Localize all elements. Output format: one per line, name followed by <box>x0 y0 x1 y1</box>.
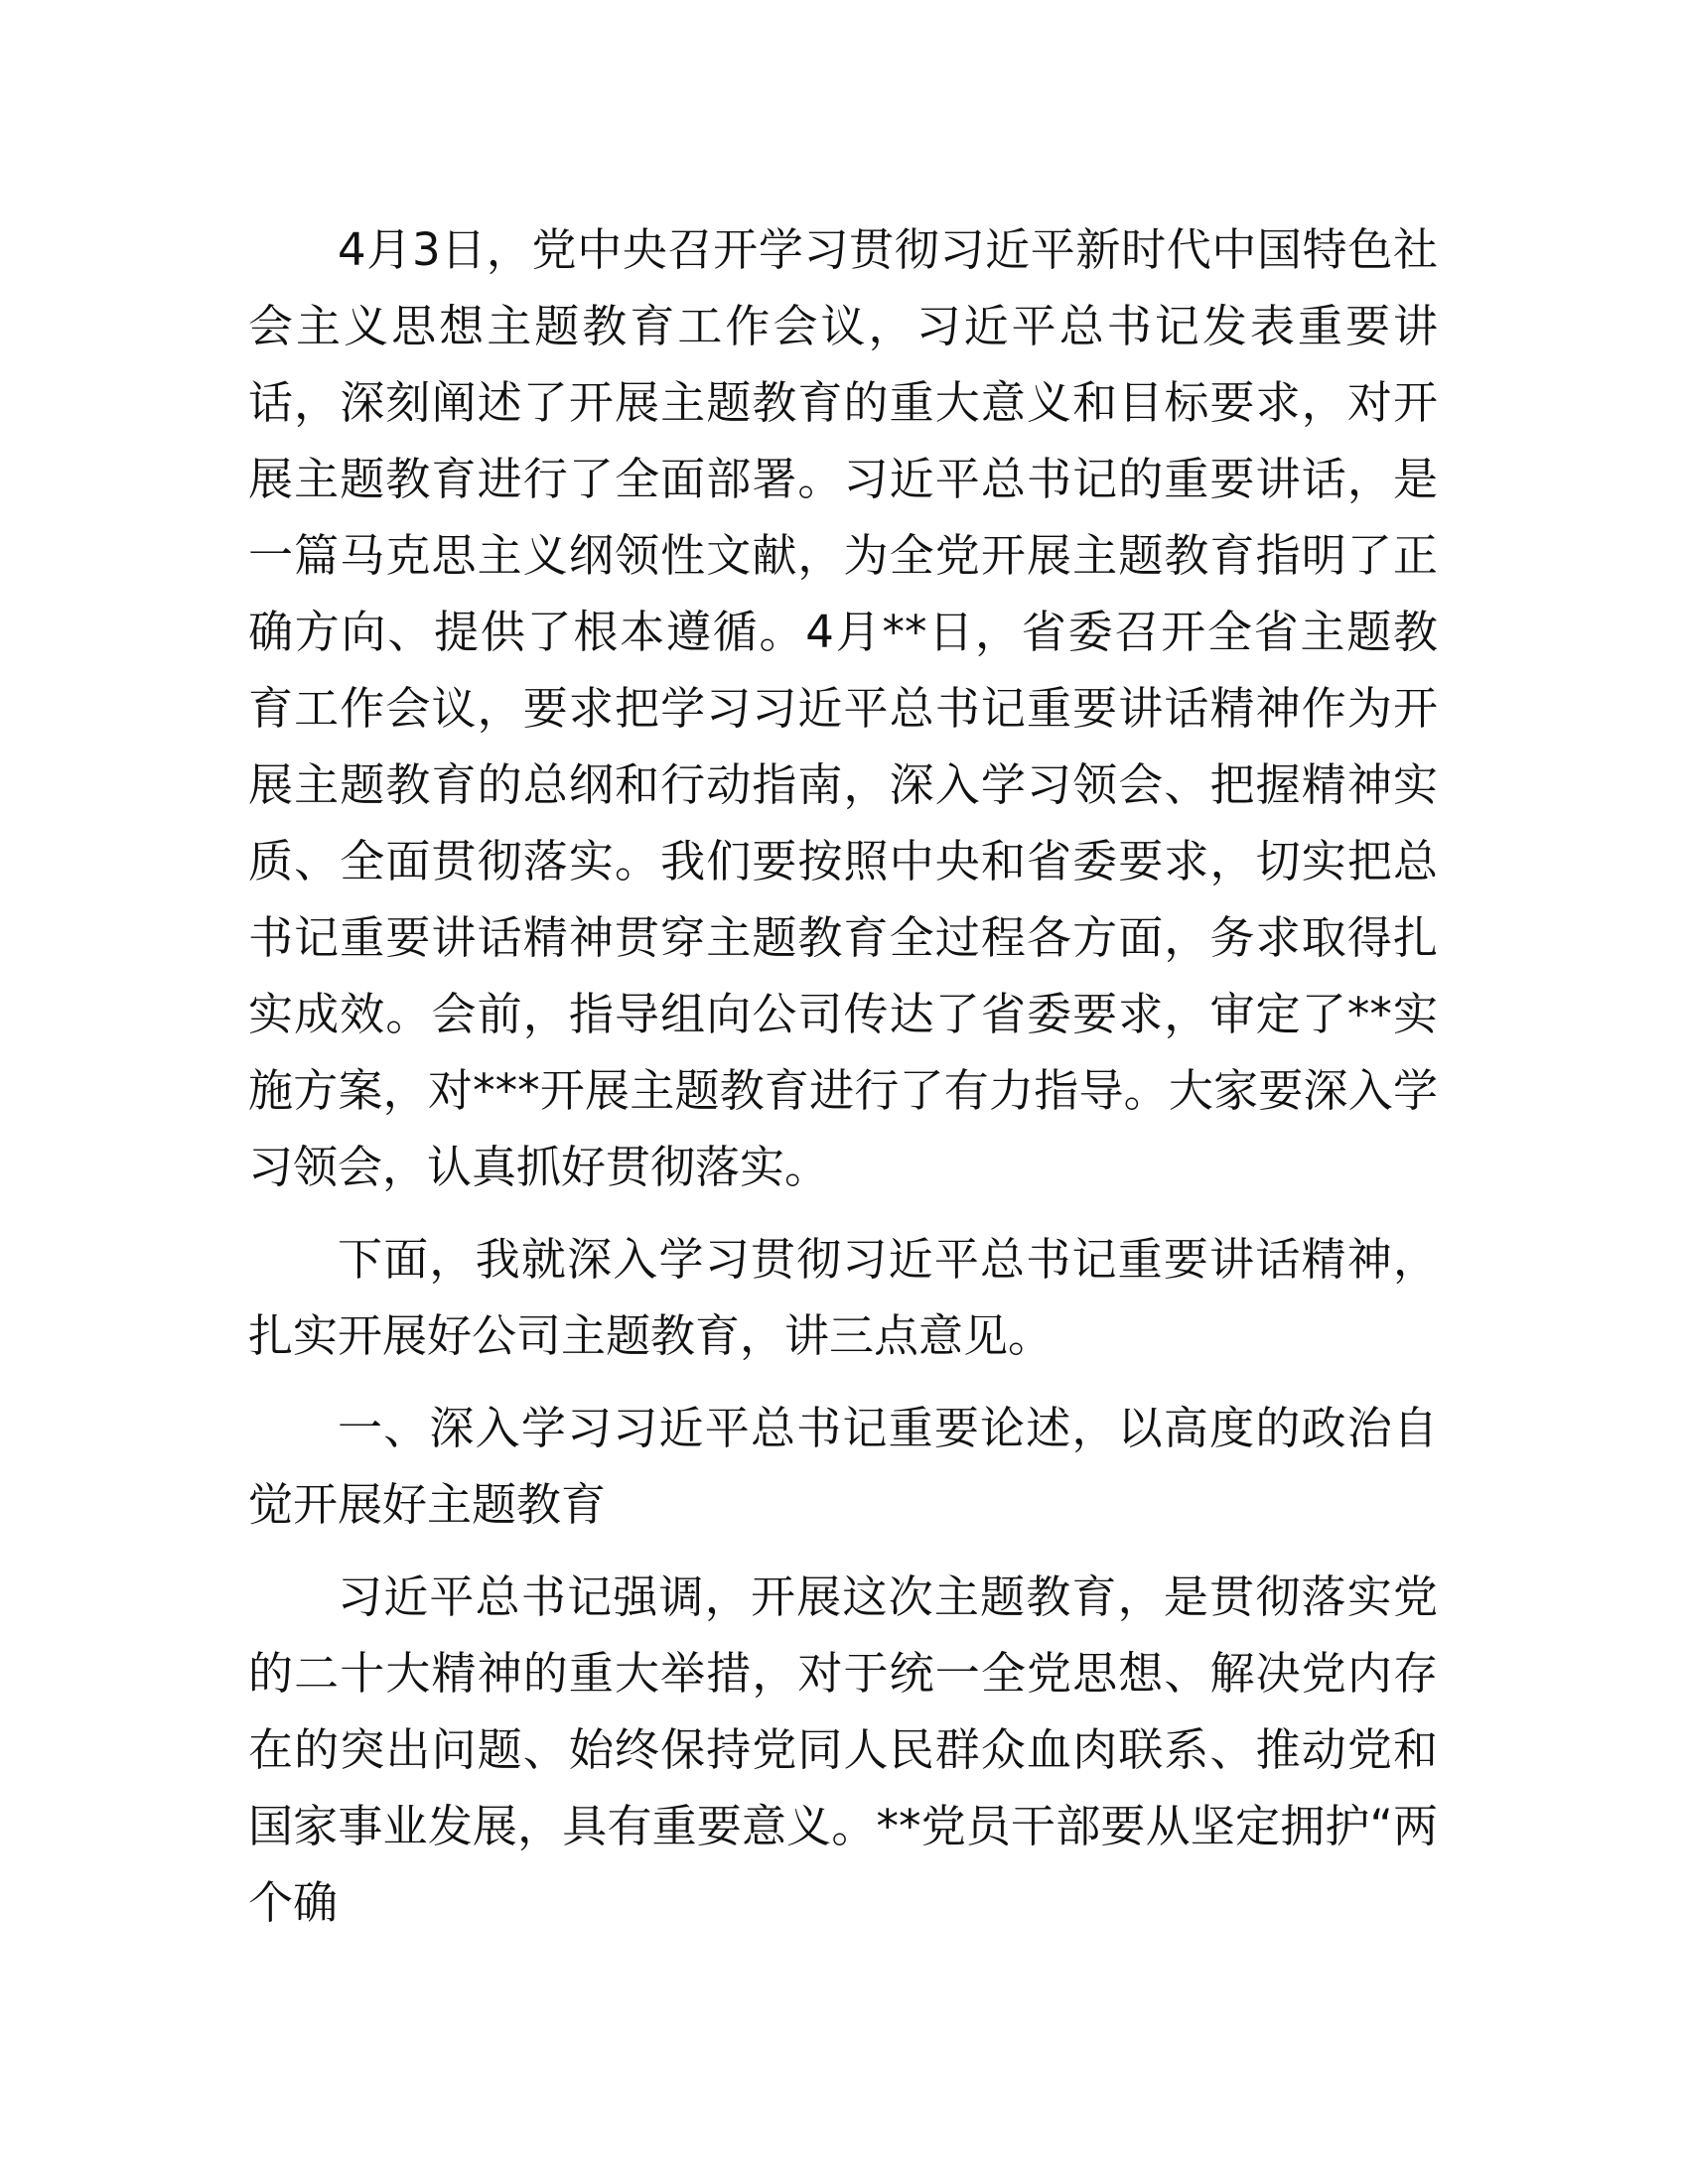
section-heading-one: 一、深入学习习近平总书记重要论述，以高度的政治自觉开展好主题教育 <box>248 1402 1438 1531</box>
paragraph-intro: 4月3日，党中央召开学习贯彻习近平新时代中国特色社会主义思想主题教育工作会议，习近平总书记发表重要讲话，深刻阐述了开展主题教育的重大意义和目标要求，对开展主题教育进行了全面部署。习近平总书记的重要讲话，是一篇马克思主义纲领性文献，为全党开展主题教育指明了正确方向、提供了根本遵循。4月**日，省委召开全省主题教育工作会议，要求把学习习近平总书记重要讲话精神作为开展主题教育的总纲和行动指南，深入学习领会、把握精神实质、全面贯彻落实。我们要按照中央和省委要求，切实把总书记重要讲话精神贯穿主题教育全过程各方面，务求取得扎实成效。会前，指导组向公司传达了省委要求，审定了**实施方案，对***开展主题教育进行了有力指导。大家要深入学习领会，认真抓好贯彻落实。 <box>248 223 1438 1193</box>
paragraph-section-one: 习近平总书记强调，开展这次主题教育，是贯彻落实党的二十大精神的重大举措，对于统一全党思想、解决党内存在的突出问题、始终保持党同人民群众血肉联系、推动党和国家事业发展，具有重要意义。**党员干部要从坚定拥护“两个确 <box>248 1570 1438 1929</box>
paragraph-outline: 下面，我就深入学习贯彻习近平总书记重要讲话精神，扎实开展好公司主题教育，讲三点意见。 <box>248 1233 1438 1362</box>
document-body <box>248 211 1438 1957</box>
